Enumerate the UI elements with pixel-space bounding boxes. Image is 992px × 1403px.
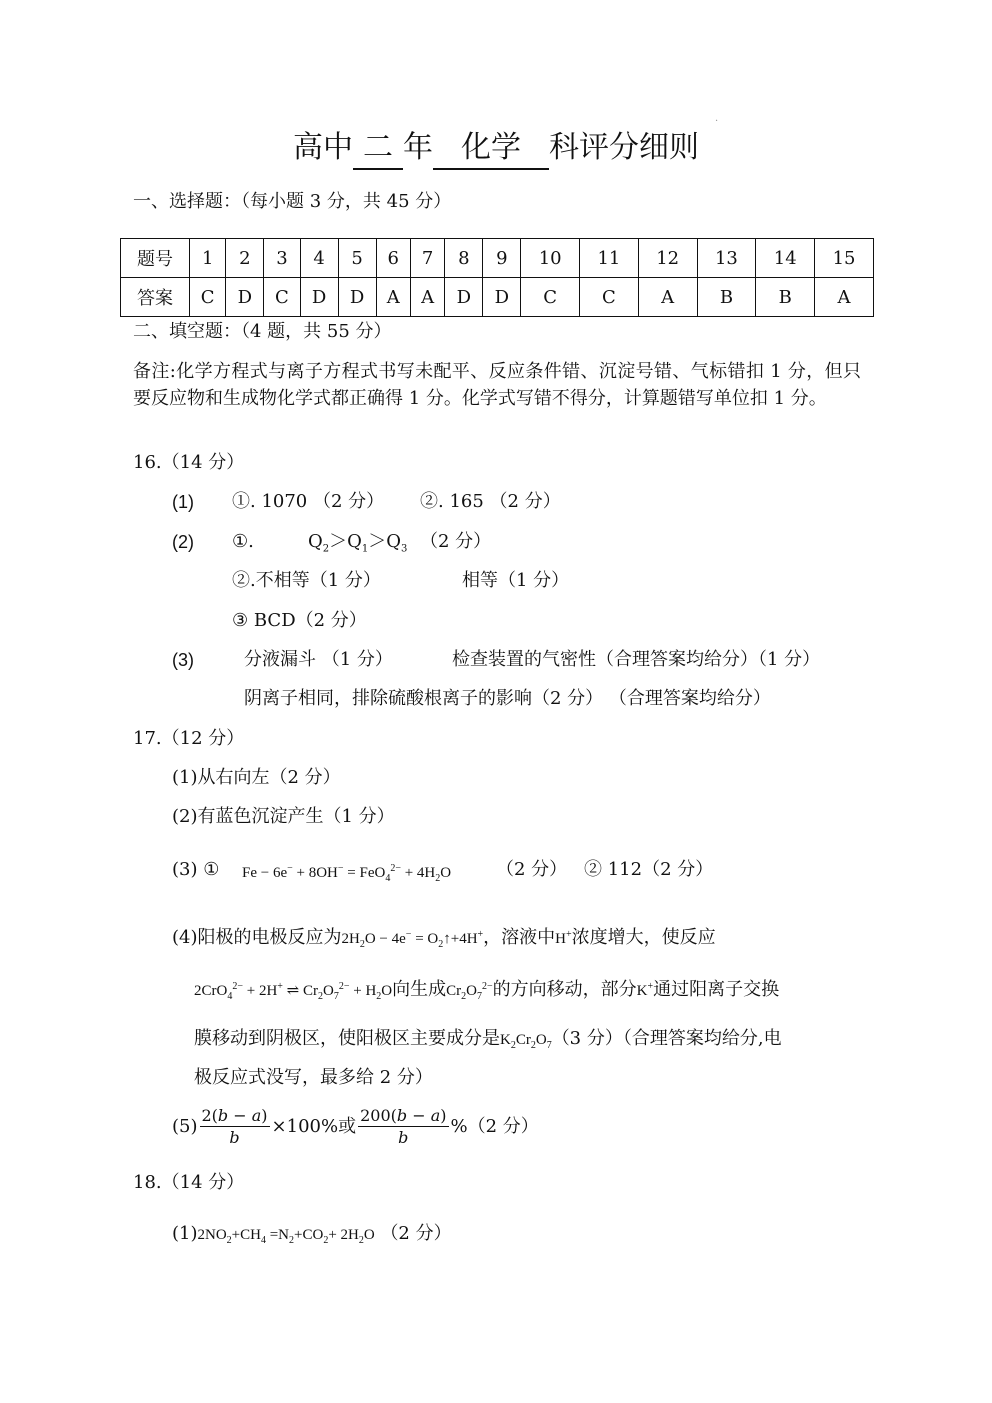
- q18-equation: $2NO_2+CH_4 =N_2+CO_2+ 2H_2O$: [197, 1227, 375, 1246]
- q17-part4-text-g: 膜移动到阴极区，使阳极区主要成分是: [194, 1028, 500, 1049]
- q16-part2-b2: 相等（1 分）: [462, 570, 570, 591]
- answer-table: [120, 238, 874, 317]
- table-cell: 4: [300, 239, 338, 278]
- table-cell: 13: [697, 239, 756, 278]
- page-title: [0, 128, 992, 170]
- q16-part2-a-score: （2 分）: [420, 531, 492, 552]
- q17-part4-text-b: ，溶液中: [483, 927, 556, 948]
- q17-heading: 17.（12 分）: [133, 728, 245, 749]
- row-label-answer: 答案: [121, 278, 190, 317]
- table-cell: 3: [264, 239, 300, 278]
- table-cell: 2: [226, 239, 264, 278]
- table-cell: D: [226, 278, 264, 317]
- table-cell: B: [756, 278, 815, 317]
- row-label-number: 题号: [121, 239, 190, 278]
- table-cell: 5: [338, 239, 376, 278]
- table-cell: 8: [445, 239, 483, 278]
- dichromate-ion: $Cr_2O_7^{2-}$: [446, 981, 493, 1002]
- q16-part1-label: (1): [172, 492, 194, 512]
- table-cell: A: [815, 278, 874, 317]
- table-row-answers: [121, 278, 874, 317]
- q16-part2-label: (2): [172, 532, 194, 552]
- table-cell: B: [697, 278, 756, 317]
- q17-part4-text-f: 通过阳离子交换: [653, 979, 780, 1000]
- table-cell: 10: [521, 239, 580, 278]
- table-cell: C: [190, 278, 226, 317]
- q18-part1-score: （2 分）: [380, 1223, 452, 1244]
- q17-part3-label: (3) ①: [172, 859, 220, 880]
- q18-heading: 18.（14 分）: [133, 1172, 245, 1193]
- table-cell: 1: [190, 239, 226, 278]
- q16-part2-c: ③ BCD（2 分）: [232, 610, 367, 631]
- table-cell: D: [300, 278, 338, 317]
- potassium-dichromate: $K_2Cr_2O_7$: [500, 1032, 552, 1051]
- q16-part3-c: 阴离子相同，排除硫酸根离子的影响（2 分） （合理答案均给分）: [244, 688, 771, 709]
- table-cell: D: [445, 278, 483, 317]
- title-subject: 化学: [433, 128, 549, 170]
- table-cell: A: [376, 278, 410, 317]
- q17-part4-text-h: （3 分）（合理答案均给分,电: [551, 1028, 782, 1049]
- section1-heading: 一、选择题：（每小题 3 分，共 45 分）: [133, 191, 452, 212]
- table-cell: 11: [580, 239, 639, 278]
- q16-part2-b: ②.不相等（1 分）: [232, 570, 381, 591]
- q16-part2-a-num: ①.: [232, 531, 254, 552]
- q17-part4-line4: 极反应式没写，最多给 2 分）: [194, 1067, 433, 1088]
- greater-than-sign: ＞: [368, 531, 387, 552]
- q16-heading: 16.（14 分）: [133, 452, 245, 473]
- anode-equation: $2H_2O - 4e^-$ = $O_2↑+4H^+$: [341, 929, 484, 950]
- hydrogen-ion: H+: [555, 929, 572, 947]
- q17-part3-score: （2 分）: [496, 859, 568, 880]
- title-grade: 二: [353, 128, 403, 170]
- q17-part4-text-e: 的方向移动，部分: [492, 979, 637, 1000]
- greater-than-sign: ＞: [329, 531, 348, 552]
- q16-part1-b: ②. 165 （2 分）: [420, 491, 561, 512]
- table-cell: 7: [410, 239, 444, 278]
- q17-part2: (2)有蓝色沉淀产生（1 分）: [172, 806, 395, 827]
- q17-part4-line1: [172, 923, 716, 957]
- q16-part2-a-order: $Q_2>Q_1>Q_3$: [308, 531, 408, 555]
- fraction-2-b-minus-a-over-b: $\frac{2(b - a)}{b}$: [201, 1105, 268, 1147]
- q17-part1: (1)从右向左（2 分）: [172, 767, 341, 788]
- q17-part5-end: %（2 分）: [450, 1116, 539, 1137]
- q17-part4-text-d: 向生成: [392, 979, 447, 1000]
- q17-part3-b: ② 112（2 分）: [584, 859, 714, 880]
- table-cell: A: [638, 278, 697, 317]
- table-cell: 14: [756, 239, 815, 278]
- table-cell: 15: [815, 239, 874, 278]
- section2-heading: 二、填空题：（4 题，共 55 分）: [133, 321, 392, 342]
- table-row-numbers: [121, 239, 874, 278]
- table-cell: A: [410, 278, 444, 317]
- q17-part4-text-c: 浓度增大，使反应: [571, 927, 716, 948]
- q17-part4-text-a: (4)阳极的电极反应为: [172, 927, 342, 948]
- q16-part3-a: 分液漏斗 （1 分）: [244, 649, 393, 670]
- q17-part3-equation: $Fe - 6e^- + 8OH^- = FeO_4^{2-} + 4H_2O$: [242, 863, 452, 884]
- fraction-200-b-minus-a-over-b: $\frac{200(b - a)}{b}$: [360, 1105, 447, 1147]
- title-prefix: 高中: [293, 130, 353, 165]
- q16-part1-a: ①. 1070 （2 分）: [232, 491, 385, 512]
- table-cell: C: [521, 278, 580, 317]
- table-cell: C: [580, 278, 639, 317]
- q17-part5-label: (5): [172, 1116, 198, 1137]
- q17-part4-line3: [194, 1027, 782, 1058]
- table-cell: 9: [483, 239, 521, 278]
- scan-mark: ·: [715, 116, 719, 127]
- table-cell: D: [483, 278, 521, 317]
- q16-part3-b: 检查装置的气密性（合理答案均给分）（1 分）: [452, 649, 821, 670]
- q18-part1-label: (1): [172, 1223, 198, 1244]
- q17-part5-mid: ×100%或: [271, 1116, 357, 1137]
- table-cell: 6: [376, 239, 410, 278]
- grading-note: 备注:化学方程式与离子方程式书写未配平、反应条件错、沉淀号错、气标错扣 1 分，但只要反应物和生成物化学式都正确得 1 分。化学式写错不得分，计算题错写单位扣 1 分。: [133, 361, 861, 409]
- title-mid: 年: [403, 130, 433, 165]
- chromate-equilibrium: 2CrO$_4^{2-}$ + 2H+ ⇌ $Cr_2O_7^{2-} + H_2O$: [194, 981, 393, 1002]
- q17-part4-line2: [194, 975, 779, 1009]
- title-suffix: 科评分细则: [549, 130, 699, 165]
- table-cell: C: [264, 278, 300, 317]
- table-cell: D: [338, 278, 376, 317]
- potassium-ion: K+: [636, 981, 654, 999]
- q16-part3-label: (3): [172, 650, 194, 670]
- q17-part5: [172, 1104, 539, 1150]
- q18-part1: [172, 1222, 452, 1253]
- table-cell: 12: [638, 239, 697, 278]
